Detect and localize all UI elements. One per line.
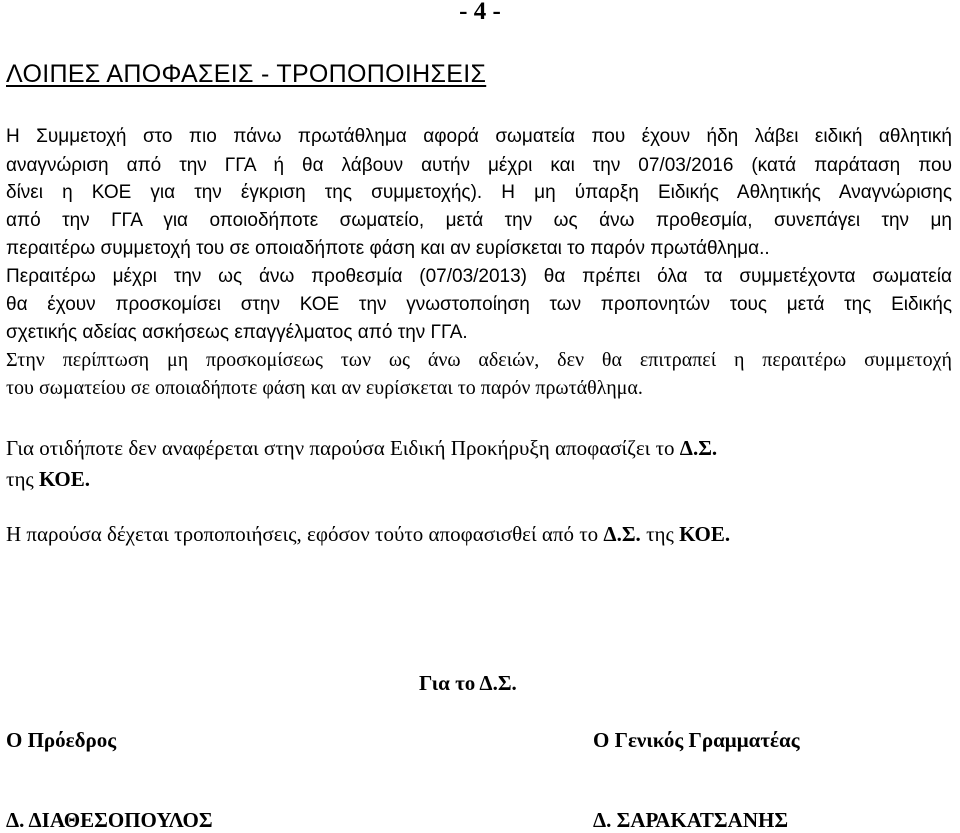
koe-abbrev: ΚΟΕ.: [39, 467, 91, 491]
body-line: δίνει η ΚΟΕ για την έγκριση της συμμετοχής). Η μη ύπαρξη Ειδικής Αθλητικής Αναγνώρισης: [6, 182, 952, 203]
body-line: σχετικής αδείας ασκήσεως επαγγέλματος από την ΓΓΑ.: [6, 322, 468, 343]
board-abbrev: Δ.Σ.: [679, 436, 718, 460]
secretary-title: Ο Γενικός Γραμματέας: [593, 728, 800, 752]
body-line: Περαιτέρω μέχρι την ως άνω προθεσμία (07/03/2013) θα πρέπει όλα τα συμμετέχοντα σωματεία: [6, 266, 952, 287]
body-line: θα έχουν προσκομίσει στην ΚΟΕ την γνωστοποίηση των προπονητών τους μετά της Ειδικής: [6, 294, 952, 315]
body-line: Η Συμμετοχή στο πιο πάνω πρωτάθλημα αφορά σωματεία που έχουν ήδη λάβει ειδική αθλητική: [6, 126, 952, 147]
decision-text: Για οτιδήποτε δεν αναφέρεται στην παρούσα Ειδική Προκήρυξη αποφασίζει το: [6, 436, 680, 460]
body-line: Στην περίπτωση μη προσκομίσεως των ως άνω αδειών, δεν θα επιτραπεί η περαιτέρω συμμετοχή: [6, 349, 952, 371]
koe-abbrev: ΚΟΕ.: [679, 522, 731, 546]
section-title: ΛΟΙΠΕΣ ΑΠΟΦΑΣΕΙΣ - ΤΡΟΠΟΠΟΙΗΣΕΙΣ: [6, 60, 487, 88]
body-line: αναγνώριση από την ΓΓΑ ή θα λάβουν αυτήν μέχρι και την 07/03/2016 (κατά παράταση που: [6, 155, 952, 176]
body-line: του σωματείου σε οποιαδήποτε φάση και αν ευρίσκεται το παρόν πρωτάθλημα.: [6, 377, 643, 399]
body-line: από την ΓΓΑ για οποιοδήποτε σωματείο, μετά την ως άνω προθεσμία, συνεπάγει την μη: [6, 210, 952, 231]
amendments-text-mid: της: [640, 522, 680, 546]
amendments-text: Η παρούσα δέχεται τροποποιήσεις, εφόσον τούτο αποφασισθεί από το: [6, 522, 604, 546]
president-name: Δ. ΔΙΑΘΕΣΟΠΟΥΛΟΣ: [6, 808, 213, 832]
body-line: περαιτέρω συμμετοχή του σε οποιαδήποτε φάση και αν ευρίσκεται το παρόν πρωτάθλημα..: [6, 238, 770, 259]
amendments-paragraph: [6, 522, 730, 547]
board-abbrev: Δ.Σ.: [479, 671, 517, 695]
for-board-prefix: Για το: [419, 671, 480, 695]
board-abbrev: Δ.Σ.: [603, 522, 641, 546]
for-board-heading: [419, 671, 517, 696]
president-title: Ο Πρόεδρος: [6, 728, 117, 752]
decision-text: της: [6, 467, 39, 491]
decision-paragraph-line1: [6, 436, 717, 461]
decision-paragraph-line2: [6, 467, 90, 492]
secretary-name: Δ. ΣΑΡΑΚΑΤΣΑΝΗΣ: [593, 808, 789, 832]
page-number: - 4 -: [459, 0, 501, 25]
